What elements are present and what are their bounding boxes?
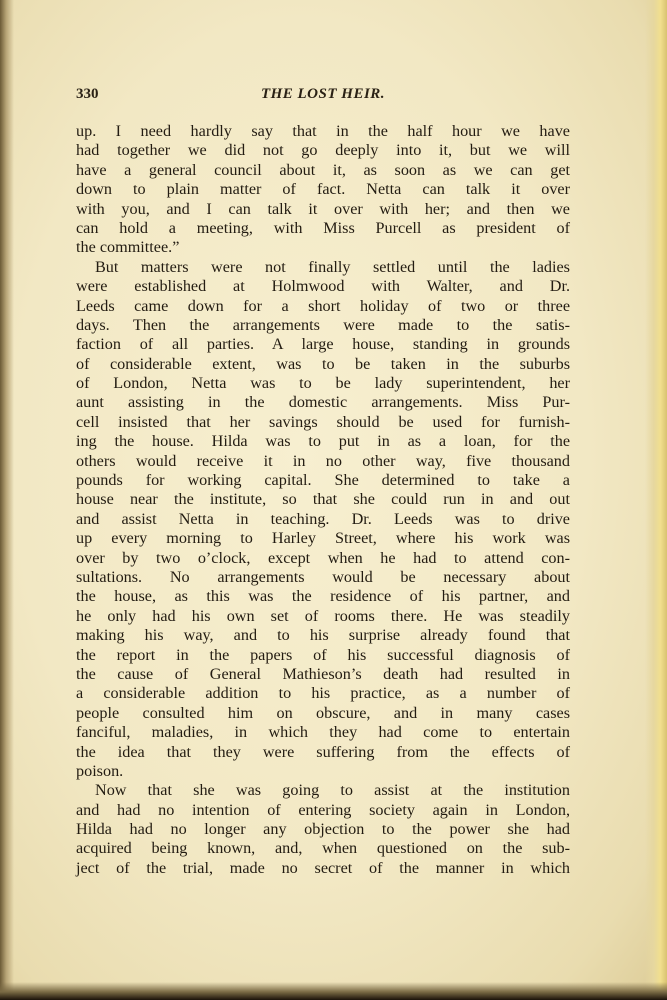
- text-line: aunt assisting in the domestic arrangements. Miss Pur-: [76, 393, 570, 412]
- text-line: ing the house. Hilda was to put in as a loan, for the: [76, 432, 570, 451]
- text-line: But matters were not finally settled until the ladies: [95, 257, 570, 276]
- page-number: 330: [76, 86, 99, 102]
- text-line: cell insisted that her savings should be used for furnish-: [76, 412, 570, 431]
- page-edge-bottom: [0, 982, 667, 1000]
- text-line: down to plain matter of fact. Netta can talk it over: [76, 180, 570, 199]
- text-line: others would receive it in no other way, five thousand: [76, 451, 570, 470]
- text-line: the house, as this was the residence of his partner, and: [76, 587, 570, 606]
- text-line: up every morning to Harley Street, where his work was: [76, 529, 570, 548]
- text-line: Hilda had no longer any objection to the power she had: [76, 820, 570, 839]
- text-line: faction of all parties. A large house, standing in grounds: [76, 335, 570, 354]
- text-line: the idea that they were suffering from the effects of: [76, 742, 570, 761]
- text-line: of London, Netta was to be lady superintendent, her: [76, 374, 570, 393]
- text-line: sultations. No arrangements would be necessary about: [76, 567, 570, 586]
- text-line: of considerable extent, was to be taken in the suburbs: [76, 354, 570, 373]
- text-line: fanciful, maladies, in which they had come to entertain: [76, 723, 570, 742]
- text-line: and had no intention of entering society again in London,: [76, 800, 570, 819]
- body-text: [76, 122, 570, 878]
- text-line: a considerable addition to his practice, as a number of: [76, 684, 570, 703]
- text-line: were established at Holmwood with Walter, and Dr.: [76, 277, 570, 296]
- text-line: over by two o’clock, except when he had to attend con-: [76, 548, 570, 567]
- text-line: ject of the trial, made no secret of the manner in which: [76, 858, 570, 877]
- text-line: up. I need hardly say that in the half hour we have: [76, 122, 570, 140]
- text-line: and assist Netta in teaching. Dr. Leeds was to drive: [76, 509, 570, 528]
- page-gutter-shadow: [0, 0, 14, 1000]
- text-line: pounds for working capital. She determined to take a: [76, 471, 570, 490]
- text-line: have a general council about it, as soon as we can get: [76, 160, 570, 179]
- page-edge-right: [645, 0, 667, 1000]
- text-line: making his way, and to his surprise already found that: [76, 626, 570, 645]
- text-line: with you, and I can talk it over with her; and then we: [76, 199, 570, 218]
- text-line: had together we did not go deeply into it, but we will: [76, 141, 570, 160]
- text-line: Now that she was going to assist at the institution: [95, 781, 570, 800]
- text-line: acquired being known, and, when questioned on the sub-: [76, 839, 570, 858]
- running-head: [76, 86, 570, 106]
- text-line: the cause of General Mathieson’s death had resulted in: [76, 664, 570, 683]
- text-line: the report in the papers of his successful diagnosis of: [76, 645, 570, 664]
- text-line: Leeds came down for a short holiday of two or three: [76, 296, 570, 315]
- text-line: days. Then the arrangements were made to the satis-: [76, 315, 570, 334]
- running-title: THE LOST HEIR.: [260, 86, 386, 102]
- text-line: can hold a meeting, with Miss Purcell as president of: [76, 218, 570, 237]
- text-line: people consulted him on obscure, and in many cases: [76, 703, 570, 722]
- text-line: the committee.”: [76, 238, 180, 257]
- text-line: poison.: [76, 761, 124, 780]
- text-line: he only had his own set of rooms there. He was steadily: [76, 606, 570, 625]
- text-line: house near the institute, so that she could run in and out: [76, 490, 570, 509]
